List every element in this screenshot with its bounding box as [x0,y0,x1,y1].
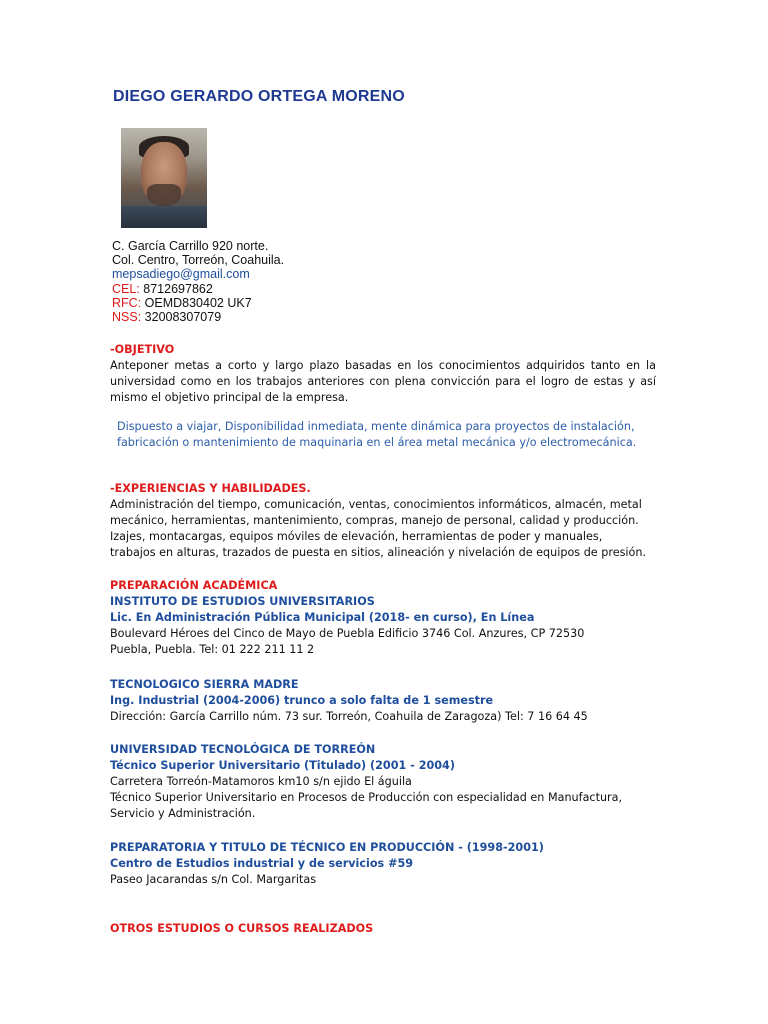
rfc-row [112,296,284,310]
school-4-detail-1: Paseo Jacarandas s/n Col. Margaritas [110,873,317,886]
rfc-value: OEMD830402 UK7 [144,295,252,310]
contact-block [112,239,284,324]
availability-line-1: Dispuesto a viajar, Disponibilidad inmediata, mente dinámica para proyectos de instalación, [117,420,635,433]
school-1-detail-2: Puebla, Puebla. Tel: 01 222 211 11 2 [110,643,315,656]
photo-shirt [121,206,207,228]
school-1-name: INSTITUTO DE ESTUDIOS UNIVERSITARIOS [110,595,375,608]
school-1-detail-1: Boulevard Héroes del Cinco de Mayo de Puebla Edificio 3746 Col. Anzures, CP 72530 [110,627,585,640]
school-3-degree: Técnico Superior Universitario (Titulado) (2001 - 2004) [110,759,455,772]
objetivo-text: Anteponer metas a corto y largo plazo basadas en los conocimientos adquiridos tanto en la universidad como en los trabajos anteriores con plena convicción para el logro de estas y así mismo el objetivo principal de la empresa. [110,359,656,404]
school-3-detail-2: Técnico Superior Universitario en Procesos de Producción con especialidad en Manufactura, [110,791,623,804]
school-3-detail-1: Carretera Torreón-Matamoros km10 s/n ejido El águila [110,775,412,788]
availability-line-2: fabricación o mantenimiento de maquinaria en el área metal mecánica y/o electromecánica. [117,436,637,449]
school-4-name: PREPARATORIA Y TITULO DE TÉCNICO EN PRODUCCIÓN - (1998-2001) [110,841,544,854]
address-line-2: Col. Centro, Torreón, Coahuila. [112,253,285,268]
school-2 [110,677,656,725]
school-1 [110,594,656,658]
photo-beard [147,184,181,206]
preparacion-heading: PREPARACIÓN ACADÉMICA [110,579,278,592]
school-1-degree: Lic. En Administración Pública Municipal (2018- en curso), En Línea [110,611,535,624]
cel-row [112,282,284,296]
address-line-1: C. García Carrillo 920 norte. [112,239,269,253]
school-2-name: TECNOLOGICO SIERRA MADRE [110,678,299,691]
availability-text [117,419,657,451]
cel-value: 8712697862 [143,281,213,296]
experiencias-text [110,497,656,561]
nss-row [112,310,284,324]
school-3 [110,742,656,822]
school-3-name: UNIVERSIDAD TECNOLÓGICA DE TORREÓN [110,743,376,756]
school-4 [110,840,656,888]
experiencias-line-3: Izajes, montacargas, equipos móviles de elevación, herramientas de poder y manuales, [110,530,603,543]
candidate-name: DIEGO GERARDO ORTEGA MORENO [113,88,405,105]
experiencias-line-1: Administración del tiempo, comunicación, ventas, conocimientos informáticos, almacén, metal [110,498,642,511]
school-4-degree: Centro de Estudios industrial y de servicios #59 [110,857,414,870]
rfc-label: RFC: [112,295,142,310]
otros-heading: OTROS ESTUDIOS O CURSOS REALIZADOS [110,922,374,935]
nss-value: 32008307079 [144,310,222,325]
school-2-detail-1: Dirección: García Carrillo núm. 73 sur. Torreón, Coahuila de Zaragoza) Tel: 7 16 64 45 [110,710,588,723]
experiencias-line-4: trabajos en alturas, trazados de puesta en sitios, alineación y nivelación de equipos de presión. [110,546,647,559]
experiencias-line-2: mecánico, herramientas, mantenimiento, compras, manejo de personal, calidad y producción. [110,514,639,527]
cel-label: CEL: [112,281,140,296]
experiencias-heading: -EXPERIENCIAS Y HABILIDADES. [110,482,311,495]
profile-photo [121,128,207,228]
email-link[interactable]: mepsadiego@gmail.com [112,267,250,282]
school-2-degree: Ing. Industrial (2004-2006) trunco a solo falta de 1 semestre [110,694,494,707]
nss-label: NSS: [112,310,142,325]
school-3-detail-3: Servicio y Administración. [110,807,256,820]
objetivo-heading: -OBJETIVO [110,343,175,356]
